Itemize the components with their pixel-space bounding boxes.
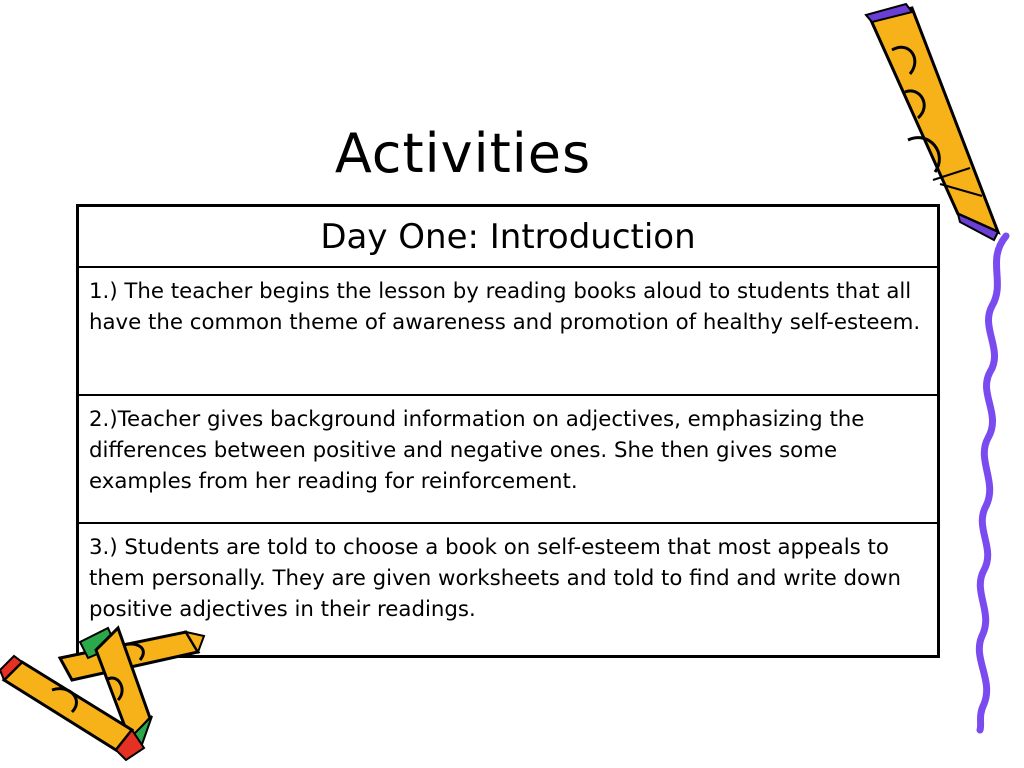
table-row: 3.) Students are told to choose a book on self-esteem that most appeals to them personally. They are given worksheets and told to find and write down positive adjectives in their readings.	[89, 535, 901, 622]
squiggle-line-icon	[979, 236, 1006, 730]
table-row: 1.) The teacher begins the lesson by reading books aloud to students that all have the common theme of awareness and promotion of healthy self-esteem.	[79, 268, 937, 396]
activities-table	[76, 204, 940, 658]
table-header: Day One: Introduction	[79, 207, 937, 268]
table-row: 2.)Teacher gives background information on adjectives, emphasizing the differences between positive and negative ones. She then gives some examples from her reading for reinforcement.	[79, 396, 937, 524]
slide-title: Activities	[334, 122, 592, 185]
